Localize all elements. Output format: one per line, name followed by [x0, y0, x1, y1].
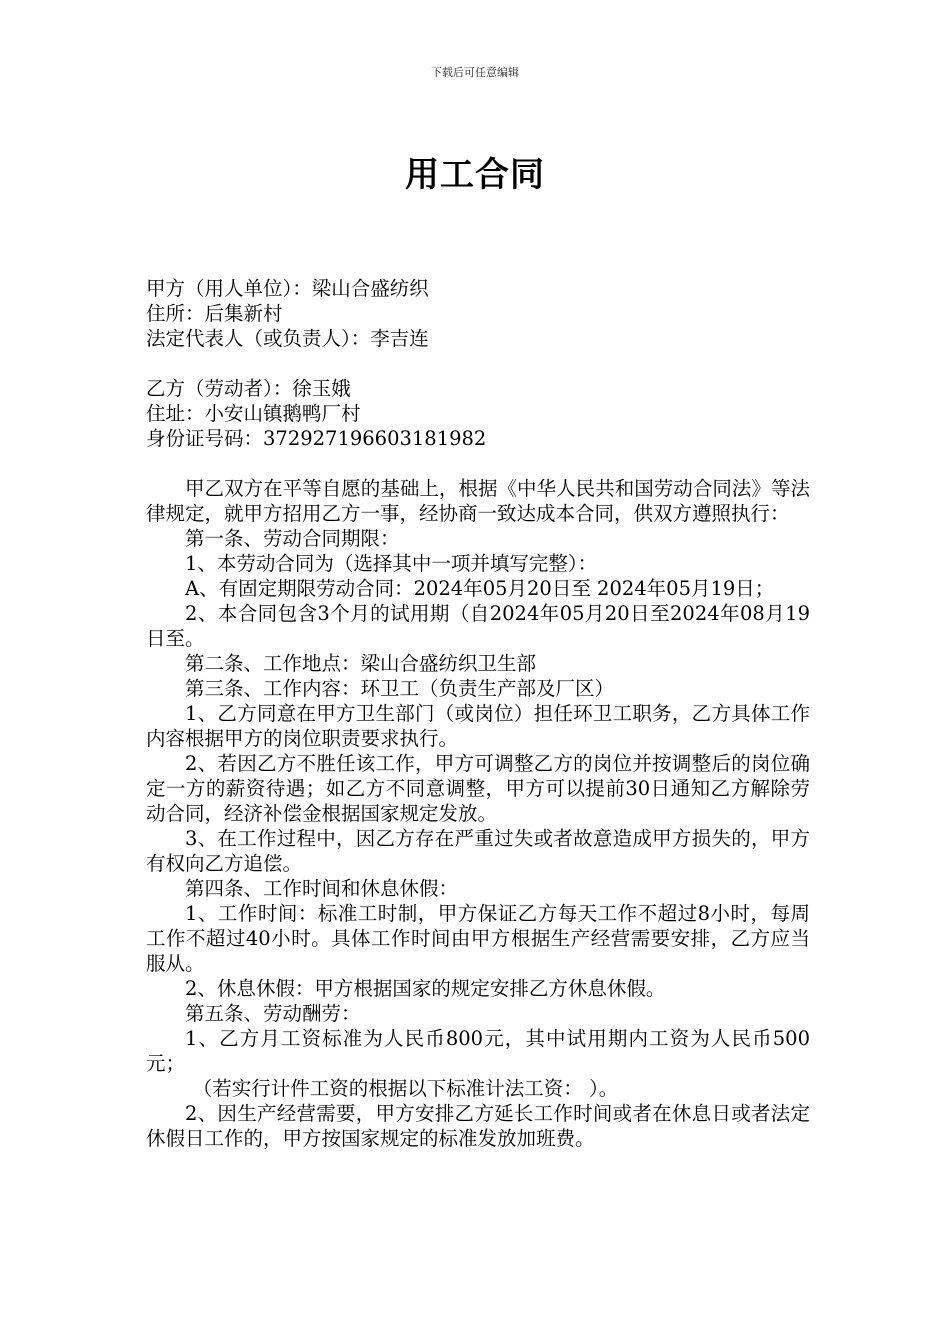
article-3-item-3: 3、在工作过程中，因乙方存在严重过失或者故意造成甲方损失的，甲方有权向乙方追偿。	[146, 827, 810, 875]
preamble-paragraph: 甲乙双方在平等自愿的基础上，根据《中华人民共和国劳动合同法》等法律规定，就甲方招用乙方一事，经协商一致达成本合同，供双方遵照执行：	[146, 477, 810, 525]
header-note: 下载后可任意编辑	[431, 66, 519, 79]
article-1-item-2: 2、本合同包含3个月的试用期（自2024年05月20日至2024年08月19日至。	[146, 602, 810, 650]
party-a-unit: 甲方（用人单位）：梁山合盛纺织	[146, 277, 429, 300]
document-title: 用工合同	[405, 155, 545, 195]
contract-body	[146, 276, 810, 1151]
party-b-id-number: 身份证号码：372927196603181982	[146, 427, 487, 450]
article-3-heading: 第三条、工作内容：环卫工（负责生产部及厂区）	[185, 677, 615, 700]
article-1-heading: 第一条、劳动合同期限：	[185, 527, 400, 550]
article-1-item-1: 1、本劳动合同为（选择其中一项并填写完整）：	[185, 552, 598, 575]
party-b-worker: 乙方（劳动者）：徐玉娥	[146, 377, 351, 400]
spacer	[146, 451, 810, 476]
article-5-item-1: 1、乙方月工资标准为人民币800元，其中试用期内工资为人民币500元；	[146, 1027, 810, 1075]
article-4-item-2: 2、休息休假：甲方根据国家的规定安排乙方休息休假。	[185, 977, 666, 1000]
article-5-heading: 第五条、劳动酬劳：	[185, 1002, 361, 1025]
party-a-address: 住所：后集新村	[146, 302, 283, 325]
article-5-item-2: 2、因生产经营需要，甲方安排乙方延长工作时间或者在休息日或者法定休假日工作的，甲方按国家规定的标准发放加班费。	[146, 1102, 810, 1150]
article-2-heading: 第二条、工作地点：梁山合盛纺织卫生部	[185, 652, 537, 675]
article-4-heading: 第四条、工作时间和休息休假：	[185, 877, 459, 900]
article-3-item-1: 1、乙方同意在甲方卫生部门（或岗位）担任环卫工职务，乙方具体工作内容根据甲方的岗位职责要求执行。	[146, 702, 810, 750]
article-3-item-2: 2、若因乙方不胜任该工作，甲方可调整乙方的岗位并按调整后的岗位确定一方的薪资待遇；如乙方不同意调整，甲方可以提前30日通知乙方解除劳动合同，经济补偿金根据国家规定发放。	[146, 752, 810, 825]
spacer	[146, 351, 810, 376]
party-a-representative: 法定代表人（或负责人）：李吉连	[146, 327, 429, 350]
party-b-address: 住址：小安山镇鹅鸭厂村	[146, 402, 361, 425]
article-1-item-a: A、有固定期限劳动合同：2024年05月20日至 2024年05月19日；	[185, 577, 775, 600]
article-5-piecework-note: （若实行计件工资的根据以下标准计法工资： ）。	[192, 1077, 619, 1100]
article-4-item-1: 1、工作时间：标准工时制，甲方保证乙方每天工作不超过8小时，每周工作不超过40小时。具体工作时间由甲方根据生产经营需要安排，乙方应当服从。	[146, 902, 810, 975]
